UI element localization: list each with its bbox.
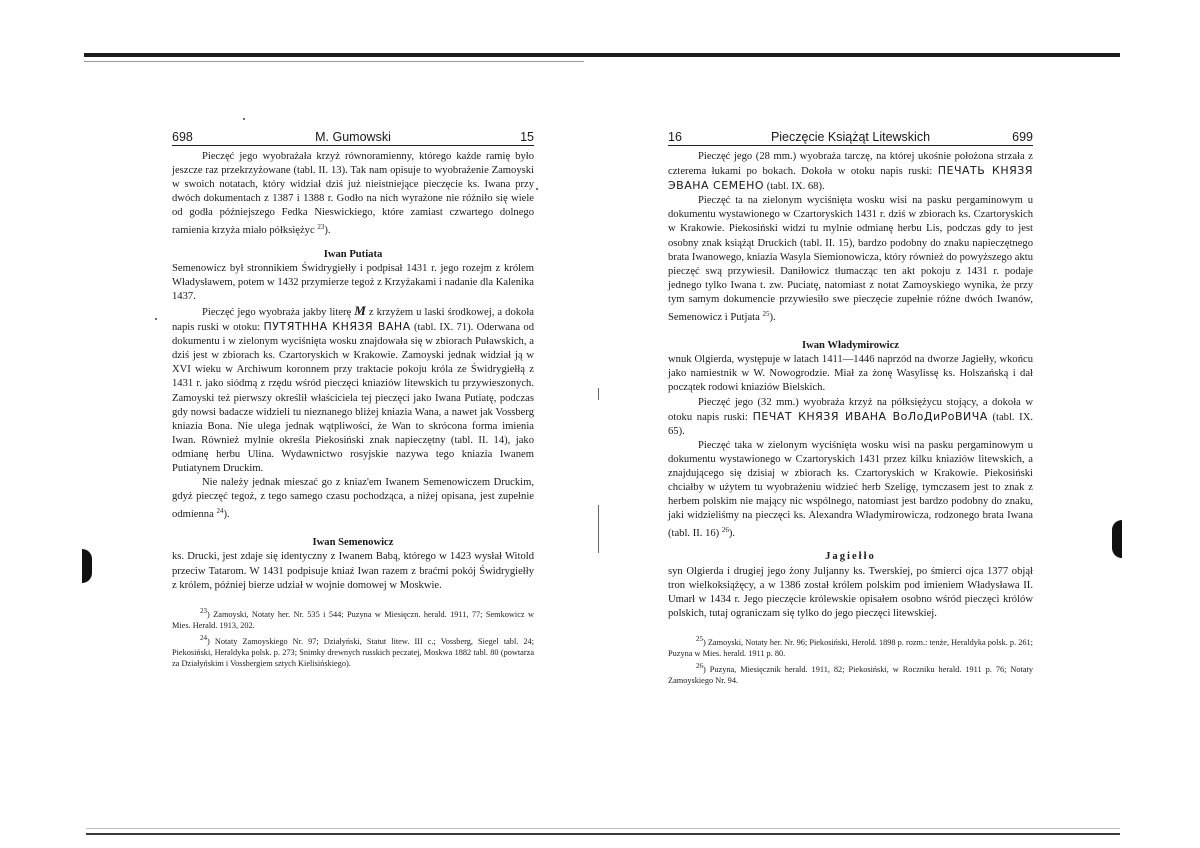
footnote: $^{26}$) Puzyna, Miesięcznik herald. 1911, 82; Piekosiński, w Roczniku herald. 1911 p. 76; Notaty Zamoyskiego Nr. 94. [668, 661, 1033, 686]
seal-inscription: ПЕЧАТЬ КНЯЗЯ ЭВАНА СЕМЕНО [668, 164, 1033, 193]
running-title: Pieczęcie Książąt Litewskich [770, 130, 931, 144]
gutter-mark [598, 505, 599, 553]
paragraph: Pieczęć jego (32 mm.) wyobraża krzyż na półksiężycu stojący, a dokoła w otoku napis ruski: ПЕЧАТ КНЯЗЯ ИВАНА ВоЛоДиРоВИЧА (tabl. IX. 65). [668, 396, 1034, 437]
footnote: $^{23}$) Zamoyski, Notaty her. Nr. 535 i 544; Puzyna w Miesięczn. herald. 1911, 77; Semkowicz w Mies. Herald. 1913, 202. [172, 606, 534, 631]
paragraph: Pieczęć ta na zielonym wyciśnięta wosku wisi na pasku pergaminowym u dokumentu wystawionego w Czartoryskich 1431 r. dziś w zbiorach ks. Czartoryskich w Krakowie. Piekosiński widzi tu mylnie odmianę herbu Lis, podczas gdy to jest osobny znak książąt Druckich (tabl. II. 15), bardzo podobny do znaku napieczętnego brata Iwanowego, kniazia Wasyla Siemionowicza, który również do powyższego aktu pieczęć swą przywiesił. Daniłowicz tłumacząc ten akt pokoju z 1431 r. podaje jednego tylko Iwana t. zw. Puciatę, natomiast z notat Zamoyskiego wynika, że przy tym samym dokumencie przywiesiło swe pieczęcie zupełnie różne dwóch Iwanów, Semenowicz i Putjata $^{25}$). [668, 195, 1033, 324]
gutter-mark [598, 388, 599, 400]
running-title: M. Gumowski [315, 130, 391, 144]
page-number: 699 [1012, 130, 1033, 144]
footnote-ref: 25 [762, 310, 770, 319]
footnote-ref: 23 [317, 223, 325, 232]
scan-edge-top [84, 53, 1120, 57]
scan-edge-top-line [84, 61, 584, 62]
section-heading: Iwan Władymirowicz [801, 340, 899, 352]
running-head [668, 128, 1033, 146]
scan-edge-bottom-line [86, 828, 1120, 829]
paragraph: Pieczęć taka w zielonym wyciśnięta wosku wisi na pasku pergaminowym u dokumentu wystawionego w Czartoryskich 1431 przez kilku kniaziów litewskich, a znajdującego się dzisiaj w zbiorach ks. Czartoryskich w Krakowie. Piekosiński chciałby w użytem tu wyobrażeniu widzieć herb Szeligę, tymczasem jest to znak z herbem polskim nie mający nic wspólnego, natomiast jest bardzo podobny do znaku, jaki widzieliśmy na pieczęci ks. Alexandra Władymirowicza, rodzonego brata Iwana (tabl. II. 16) $^{26}$). [668, 439, 1033, 540]
paragraph: Nie należy jednak mieszać go z kniaz'em Iwanem Semenowiczem Druckim, gdyż pieczęć tegoż, z tego samego czasu pochodząca, a niżej opisana, jest zupełnie odmienna $^{24}$). [172, 477, 534, 521]
paragraph: syn Olgierda i drugiej jego żony Juljanny ks. Twerskiej, po śmierci ojca 1377 objął tron wielkoksiążęcy, a w 1386 został królem polskim pod imieniem Władysława II. Umarł w 1434 r. Jego pieczęcie królewskie opisałem osobno wśród pieczęci królów polskich, tutaj ograniczam się tylko do jego pieczęci litewskiej. [668, 565, 1033, 619]
footnote-ref: 24 [216, 507, 224, 516]
binding-clip-right [1112, 520, 1122, 558]
section-heading: Jagiełło [825, 551, 876, 563]
paragraph: Semenowicz był stronnikiem Świdrygiełły i podpisał 1431 r. jego rozejm z królem Władysławem, potem w 1432 przymierze tegoż z Krzyżakami i nadanie dla Kalenika 1437. [172, 262, 534, 302]
footnote-ref: 26 [721, 526, 729, 535]
paragraph: Pieczęć jego wyobrażała krzyż równoramienny, którego każde ramię było jeszcze raz przekrzyżowane (tabl. II. 13). Tak nam opisuje to wyobrażenie Zamoyski w swoich notatach, który widział dziś już nieistniejące pieczęcie ks. Iwana przy dwóch dokumentach z 1387 i 1388 r. Godło na nich wyrażone nie różniło się wiele od godła późniejszego Fedka Nieswickiego, które zamiast czwartego dolnego ramienia krzyża miało półksiężyc $^{23}$). [172, 151, 534, 237]
scan-edge-bottom [86, 833, 1120, 835]
left-page [172, 128, 534, 671]
scan-speck [536, 188, 538, 190]
footnotes [668, 631, 1033, 687]
paragraph: Pieczęć jego wyobraża jakby literę M z krzyżem u laski środkowej, a dokoła napis ruski w otoku: ПУТЯТННА КНЯЗЯ ВАНА (tabl. IX. 71). Oderwana od dokumentu i w zielonym wyciśnięta wosku znajdowała się w zbiorach Puławskich, a dziś jest w zbiorach ks. Czartoryskich w Krakowie. Zamoyski jednak widział ją w XVI wieku w Archiwum koronnem przy traktacie pokoju króla ze Świdrygiełłą z 1431 r. jako siódmą z rzędu wśród pieczęci kniaziów litewskich tu przywieszonych. Zamoyski też pierwszy określił właściciela tej pieczęci jako Iwana Putiatę, podczas gdy nowsi badacze widzieli tu nieznanego bliżej kniazia Wana, a nawet jak Vossberg kniazia Bona. Nie ulega jednak wątpliwości, że Wan to skrócona forma imienia Iwan. Również mylnie określa Piekosiński znak napieczętny (tabl. II. 14), jako odmianę herbu Ulina. Wydawnictwo rosyjskie nazywa tego kniazia Iwanem Putiatynem Druckim. [172, 302, 535, 474]
article-page-number: 15 [520, 130, 534, 144]
paragraph: wnuk Olgierda, występuje w latach 1411—1446 naprzód na dworze Jagiełły, wkońcu jako namiestnik w W. Nowogrodzie. Miał za żonę Wasylissę ks. Holszańską i dał początek rodowi kniaziów Bielskich. [668, 354, 1033, 394]
page-number: 698 [172, 130, 193, 144]
footnote: $^{25}$) Zamoyski, Notaty her. Nr. 96; Piekosiński, Herold. 1898 p. rozm.: tenże, Heraldyka polsk. p. 261; Puzyna w Mies. herald. 1911 p. 80. [668, 634, 1033, 659]
right-body [668, 150, 1033, 621]
section-heading: Iwan Semenowicz [312, 537, 394, 549]
paragraph: Pieczęć jego (28 mm.) wyobraża tarczę, na której ukośnie położona strzała z czterema łukami po bokach. Dokoła w otoku napis ruski: ПЕЧАТЬ КНЯЗЯ ЭВАНА СЕМЕНО (tabl. IX. 68). [668, 151, 1033, 193]
paragraph: ks. Drucki, jest zdaje się identyczny z Iwanem Babą, którego w 1423 wysłał Witold przeciw Tatarom. W 1431 podpisuje kniaź Iwan razem z braćmi pokój Świdrygiełły z królem, później bierze udział w wojnie domowej w Moskwie. [172, 551, 534, 591]
article-page-number: 16 [668, 130, 682, 144]
scan-speck [243, 118, 245, 120]
seal-inscription: ПУТЯТННА КНЯЗЯ ВАНА [263, 320, 411, 334]
left-body [172, 150, 534, 593]
seal-letter: M [354, 302, 366, 318]
seal-inscription: ПЕЧАТ КНЯЗЯ ИВАНА ВоЛоДиРоВИЧА [752, 409, 988, 423]
footnotes [172, 603, 534, 670]
running-head [172, 128, 534, 146]
binding-clip-left [82, 549, 92, 583]
footnote: $^{24}$) Notaty Zamoyskiego Nr. 97; Działyński, Statut litew. III c.; Vossberg, Siegel tabl. 24; Piekosiński, Heraldyka polsk. p. 273; Snimky drewnych russkich peczatej, Moskwa 1882 tabl. 80 (powtarza za Działyńskim i Vossbergiem sztych Kielisińskiego). [172, 633, 534, 669]
section-heading: Iwan Putiata [323, 248, 383, 260]
right-page [668, 128, 1033, 688]
scan-speck [155, 318, 157, 320]
